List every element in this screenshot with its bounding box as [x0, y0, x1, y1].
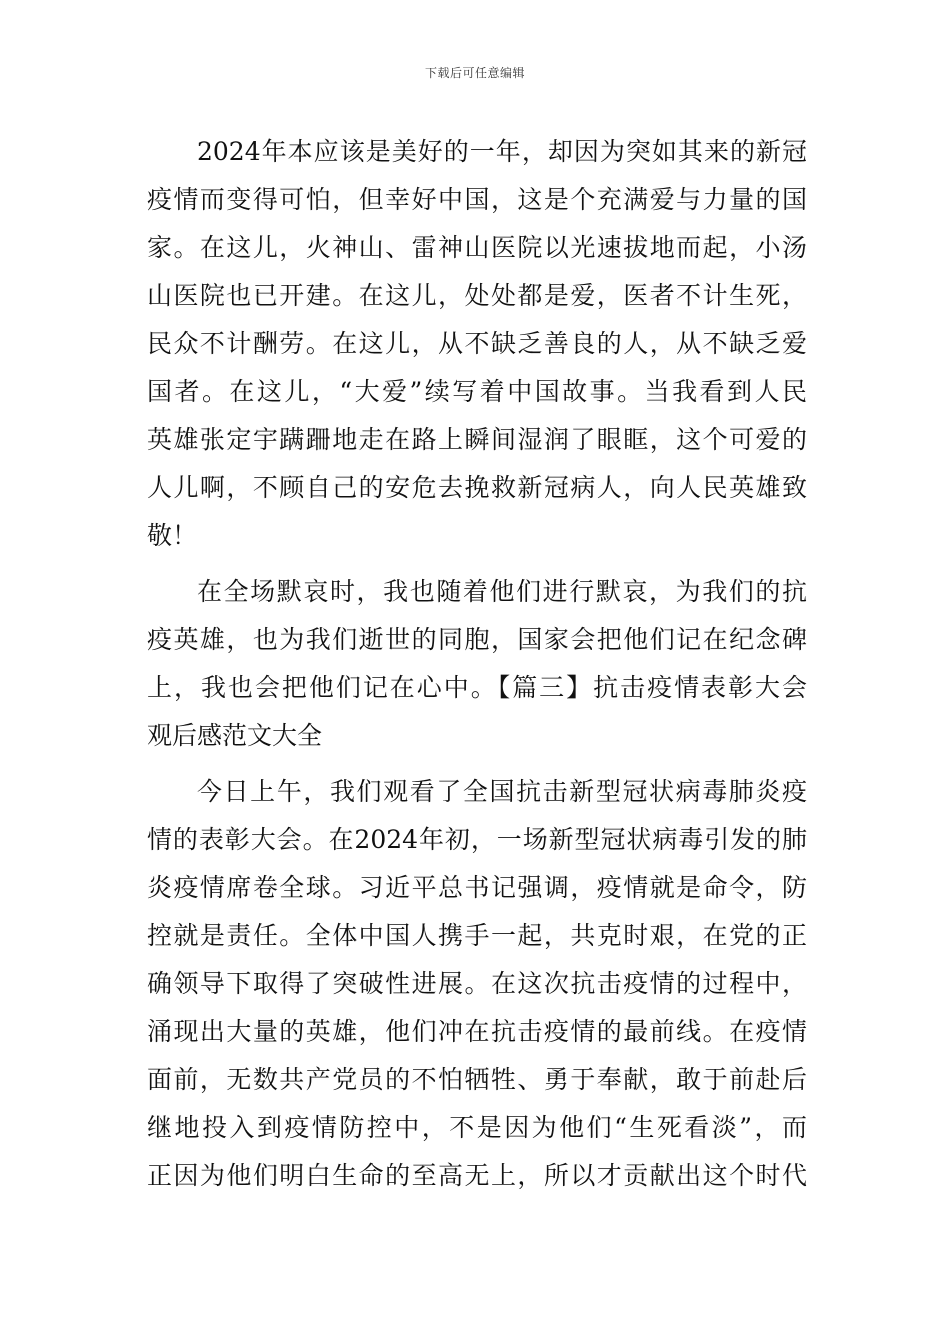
- text-line: 敬！: [147, 521, 198, 550]
- text-line: 在全场默哀时，我也随着他们进行默哀，为我们的抗: [197, 577, 807, 606]
- text-line: 国者。在这儿，“大爱”续写着中国故事。当我看到人民: [147, 377, 807, 406]
- text-line: 民众不计酬劳。在这儿，从不缺乏善良的人，从不缺乏爱: [147, 329, 807, 358]
- text-line: 炎疫情席卷全球。习近平总书记强调，疫情就是命令，防: [147, 873, 807, 902]
- text-line: 涌现出大量的英雄，他们冲在抗击疫情的最前线。在疫情: [147, 1017, 807, 1046]
- text-line: 上，我也会把他们记在心中。【篇三】抗击疫情表彰大会: [147, 673, 807, 702]
- text-line: 确领导下取得了突破性进展。在这次抗击疫情的过程中，: [147, 969, 807, 998]
- text-line: 继地投入到疫情防控中，不是因为他们“生死看淡”，而: [147, 1113, 807, 1142]
- text-line: 今日上午，我们观看了全国抗击新型冠状病毒肺炎疫: [197, 777, 807, 806]
- paragraph-1: [147, 128, 807, 560]
- text-line: 控就是责任。全体中国人携手一起，共克时艰，在党的正: [147, 921, 807, 950]
- text-line: 山医院也已开建。在这儿，处处都是爱，医者不计生死，: [147, 281, 807, 310]
- document-body: [147, 128, 807, 1200]
- text-line: 疫英雄，也为我们逝世的同胞，国家会把他们记在纪念碑: [147, 625, 807, 654]
- text-line: 面前，无数共产党员的不怕牺牲、勇于奉献，敢于前赴后: [147, 1065, 807, 1094]
- text-line: 2024年本应该是美好的一年，却因为突如其来的新冠: [197, 137, 807, 166]
- text-line: 情的表彰大会。在2024年初，一场新型冠状病毒引发的肺: [147, 825, 807, 854]
- text-line: 疫情而变得可怕，但幸好中国，这是个充满爱与力量的国: [147, 185, 807, 214]
- paragraph-2: [147, 568, 807, 760]
- text-line: 英雄张定宇蹒跚地走在路上瞬间湿润了眼眶，这个可爱的: [147, 425, 807, 454]
- text-line: 观后感范文大全: [147, 721, 323, 750]
- text-line: 家。在这儿，火神山、雷神山医院以光速拔地而起，小汤: [147, 233, 807, 262]
- paragraph-3: [147, 768, 807, 1200]
- text-line: 人儿啊，不顾自己的安危去挽救新冠病人，向人民英雄致: [147, 473, 807, 502]
- text-line: 正因为他们明白生命的至高无上，所以才贡献出这个时代: [147, 1161, 807, 1190]
- download-note: 下载后可任意编辑: [424, 66, 525, 80]
